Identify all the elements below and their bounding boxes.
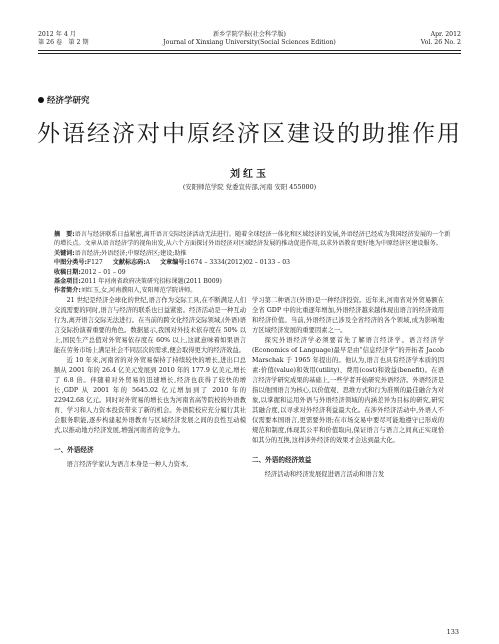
received-label: 收稿日期:: [54, 268, 81, 276]
bio-value: 刘红玉,女,河南濮阳人,安阳师范学院讲师。: [80, 287, 197, 295]
article-number-label: 文章编号:: [160, 259, 187, 267]
journal-name-en: Journal of Xinxiang University(Social Sciences Edition): [163, 39, 336, 46]
journal-date-volume-en: [421, 31, 461, 47]
received-date: [54, 268, 454, 277]
body-paragraph: 学习第二种语言(外语)是一种经济投资。近年来,河南省对外贸易额在全省 GDP 中的比重逐年增加,外语经济越来越体现出语言的经济效用和经济价值。当前,外语经济已涉及全省经济的各个领域,成为影响地方区域经济发展的重要因素之一。: [252, 297, 444, 334]
issue-date-en: Apr. 2012: [430, 31, 461, 38]
bullet-dot-icon: [38, 97, 44, 103]
section-heading-2: 二、外语的经济效益: [252, 456, 312, 464]
issue-date: 2012 年 4 月: [38, 31, 76, 38]
header-rule-thin: [38, 53, 461, 54]
keywords: [54, 249, 454, 258]
fund-label: 基金项目:: [54, 278, 81, 286]
article-number-value: 1674 – 3334(2012)02 – 0133 – 03: [186, 259, 290, 267]
fund-project: [54, 277, 454, 286]
article-title: 外语经济对中原经济区建设的助推作用: [37, 121, 462, 147]
section-heading-1: 一、外语经济: [54, 446, 94, 454]
abstract: [54, 230, 454, 249]
body-column-right: [252, 296, 444, 480]
fund-value: 2011 年河南省政府决策研究招标课题(2011 B009): [80, 278, 222, 286]
abstract-text: 语言与经济联系日益紧密,离开语言交际经济活动无法进行。随着全球经济一体化和区域经济的发展,外语经济已经成为我国经济发展的一个新的增长点。文章从语言经济学的视角出发,从六个方面探讨外语经济对区域经济发展的推动促进作用,以求外语教育更好地为中原经济区建设服务。: [54, 231, 451, 248]
received-value: 2012 – 01 – 09: [80, 268, 126, 276]
body-paragraph: 近 10 年来,河南省的对外贸易保持了持续较快的增长,进出口总额从 2001 年的 26.4 亿美元发展到 2010 年的 177.9 亿美元,增长了 6.8 倍。伴随着对外贸易的迅速增长,经济也获得了较快的增长,GDP 从 2001 年的 5645.02 亿元增加到了 2010 年的 22942.68 亿元。同时对外贸易的增长也为河南省高等院校的外语教育、学习和人力资本投资带来了新的机会。外语院校应充分履行其社会服务职能,逐步构建起外语教育与区域经济发展之间的良性互动模式,以推动地方经济发展,增强河南省的竞争力。: [54, 357, 246, 434]
clc-label: 中图分类号:: [54, 259, 87, 267]
author-name: 刘红玉: [230, 169, 269, 180]
author-bio: [54, 286, 454, 295]
article-metadata: [54, 230, 454, 296]
volume-number: 第 26 卷 第 2 期: [38, 39, 89, 46]
doc-code-value: A: [145, 259, 151, 267]
journal-name-cn: 新乡学院学报(社会科学版): [213, 31, 286, 38]
doc-code-label: 文献标志码:: [112, 259, 146, 267]
author-affiliation: (安阳师范学院 党委宣传部,河南 安阳 455000): [182, 183, 317, 191]
classification-row: [54, 258, 454, 267]
clc-value: F127: [86, 259, 103, 267]
keywords-label: 关键词:: [54, 249, 75, 257]
body-paragraph: 21 世纪是经济全球化的世纪,语言作为交际工具,在不断满足人们交流需要的同时,语言与经济的联系也日益紧密。经济活动是一种互动行为,离开语言交际无法进行。在当前的跨文化经济交际领域,(外语)语言交际扮演着重要的角色。数据显示,我国对外技术依存度在 50% 以上,国民生产总值对外贸易依存度在 60% 以上,这就意味着如果语言能在劳务市场上满足社会不同层次的需求,便会取得更大的经济效益。: [54, 297, 246, 354]
body-paragraph: 探究外语经济学必须要首先了解语言经济学。语言经济学(Economics of Language)最早是由“信息经济学”的开拓者 Jacob Marschak 于 1965 年提出的。他认为,语言也具有经济学本质的因素:价值(value)和效用(utility)、费用(cost)和效益(benefit)。在语言经济学研究成果的基础上,一些学者开始研究外语经济。外语经济是指以他国语言为核心,以价值观、思维方式和行为准则的最佳融合为对象,以掌握和运用外语与外语经济领域的内涵差异为目标的研究,研究其融合度,以寻求对外经济利益最大化。在涉外经济活动中,外语人不仅需要本国语言,更需要外语;在市场交易中要尽可能地遵守已形成的规范和制度,体现其公平和价值取向,保证语言与语言之间真正实现恰如其分的互换,这样涉外经济的效果才会达到最大化。: [252, 337, 444, 444]
volume-number-en: Vol. 26 No. 2: [420, 39, 461, 46]
body-paragraph: 语言经济学家认为语言本身是一种人力资本,: [66, 461, 189, 468]
abstract-label: 摘 要:: [54, 231, 75, 238]
page-number: 133: [446, 628, 459, 636]
header-rule-thick: [38, 50, 461, 51]
bio-label: 作者简介:: [54, 287, 81, 295]
body-paragraph: 经济活动和经济发展促进语言活动和语言发: [264, 471, 385, 478]
keywords-text: 语言经济;外语经济;中原经济区;建设;助推: [74, 249, 187, 257]
section-tag: [38, 94, 90, 106]
section-tag-label: 经济学研究: [47, 96, 90, 106]
body-column-left: [54, 296, 246, 470]
